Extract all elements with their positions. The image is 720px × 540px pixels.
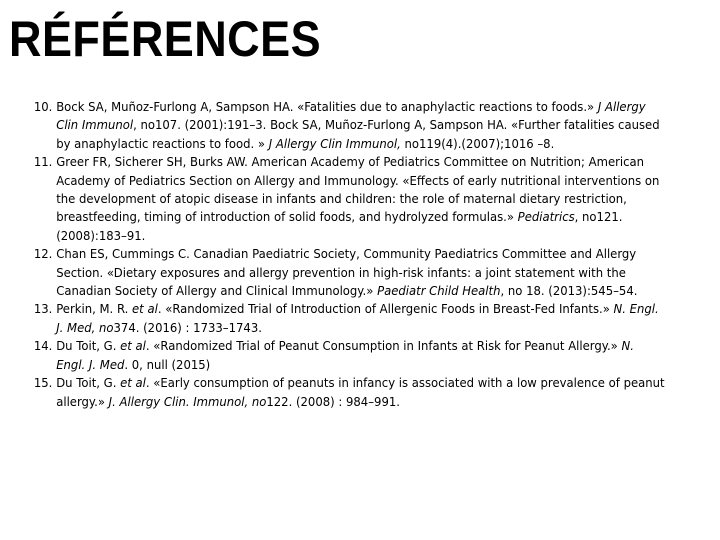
et-al: et al — [120, 339, 146, 354]
journal-name: J Allergy Clin Immunol — [56, 100, 646, 133]
reference-item-14 — [18, 337, 665, 374]
reference-number: 12. — [33, 247, 53, 262]
journal-name: N. Engl. J. Med, no — [56, 302, 659, 335]
journal-name: N. Engl. J. Med — [56, 339, 634, 372]
reference-text: Perkin, M. R. — [56, 302, 133, 317]
reference-text: Du Toit, G. — [56, 339, 121, 354]
reference-item-11 — [18, 153, 665, 245]
reference-text: 374. (2016) : 1733–1743. — [113, 320, 262, 335]
reference-item-15 — [18, 374, 665, 411]
reference-text: Bock SA, Muñoz-Furlong A, Sampson HA. «Fatalities due to anaphylactic reactions to foods.» — [56, 100, 598, 114]
reference-text: Du Toit, G. — [56, 376, 121, 391]
reference-text: Greer FR, Sicherer SH, Burks AW. American Academy of Pediatrics Committee on Nutrition; American Academy of Pediatrics Section on Allergy and Immunology. «Effects of early nutritional interventions on the development of atopic disease in infants and children: the role of maternal dietary restriction, breastfeeding, timing of introduction of solid foods, and hydrolyzed formulas.» — [56, 155, 660, 225]
reference-text: . «Randomized Trial of Introduction of Allergenic Foods in Breast-Fed Infants.» — [157, 302, 614, 317]
page-title: RÉFÉRENCES — [9, 11, 322, 67]
reference-text: . «Early consumption of peanuts in infancy is associated with a low prevalence of peanut allergy.» — [56, 376, 665, 409]
journal-name: Paediatr Child Health — [377, 284, 501, 299]
reference-number: 14. — [33, 339, 53, 354]
reference-text: , no121. (2008):183–91. — [56, 210, 623, 243]
reference-item-10 — [18, 98, 665, 153]
reference-text: , no 18. (2013):545–54. — [500, 284, 638, 299]
reference-item-12 — [18, 245, 665, 300]
journal-name: J Allergy Clin Immunol, — [268, 136, 401, 151]
reference-text: . «Randomized Trial of Peanut Consumption in Infants at Risk for Peanut Allergy.» — [145, 339, 622, 354]
reference-item-13 — [18, 300, 665, 337]
reference-number: 13. — [33, 302, 53, 317]
et-al: et al — [120, 376, 146, 391]
reference-number: 11. — [33, 155, 53, 170]
reference-text: , no107. (2001):191–3. Bock SA, Muñoz-Furlong A, Sampson HA. «Further fatalities caused by anaphylactic reactions to food. » — [56, 118, 660, 151]
reference-number: 15. — [33, 376, 53, 391]
reference-text: no119(4).(2007);1016 –8. — [400, 136, 555, 151]
reference-number: 10. — [33, 100, 53, 114]
reference-text: Chan ES, Cummings C. Canadian Paediatric Society, Community Paediatrics Committee and Allergy Section. «Dietary exposures and allergy prevention in high-risk infants: a joint statement with the Canadian Society of Allergy and Clinical Immunology.» — [56, 247, 637, 299]
et-al: et al — [132, 302, 158, 317]
journal-name: Pediatrics — [517, 210, 575, 225]
reference-list — [18, 98, 665, 411]
reference-text: . 0, null (2015) — [124, 357, 211, 372]
reference-text: 122. (2008) : 984–991. — [266, 394, 400, 409]
journal-name: J. Allergy Clin. Immunol, no — [108, 394, 267, 409]
